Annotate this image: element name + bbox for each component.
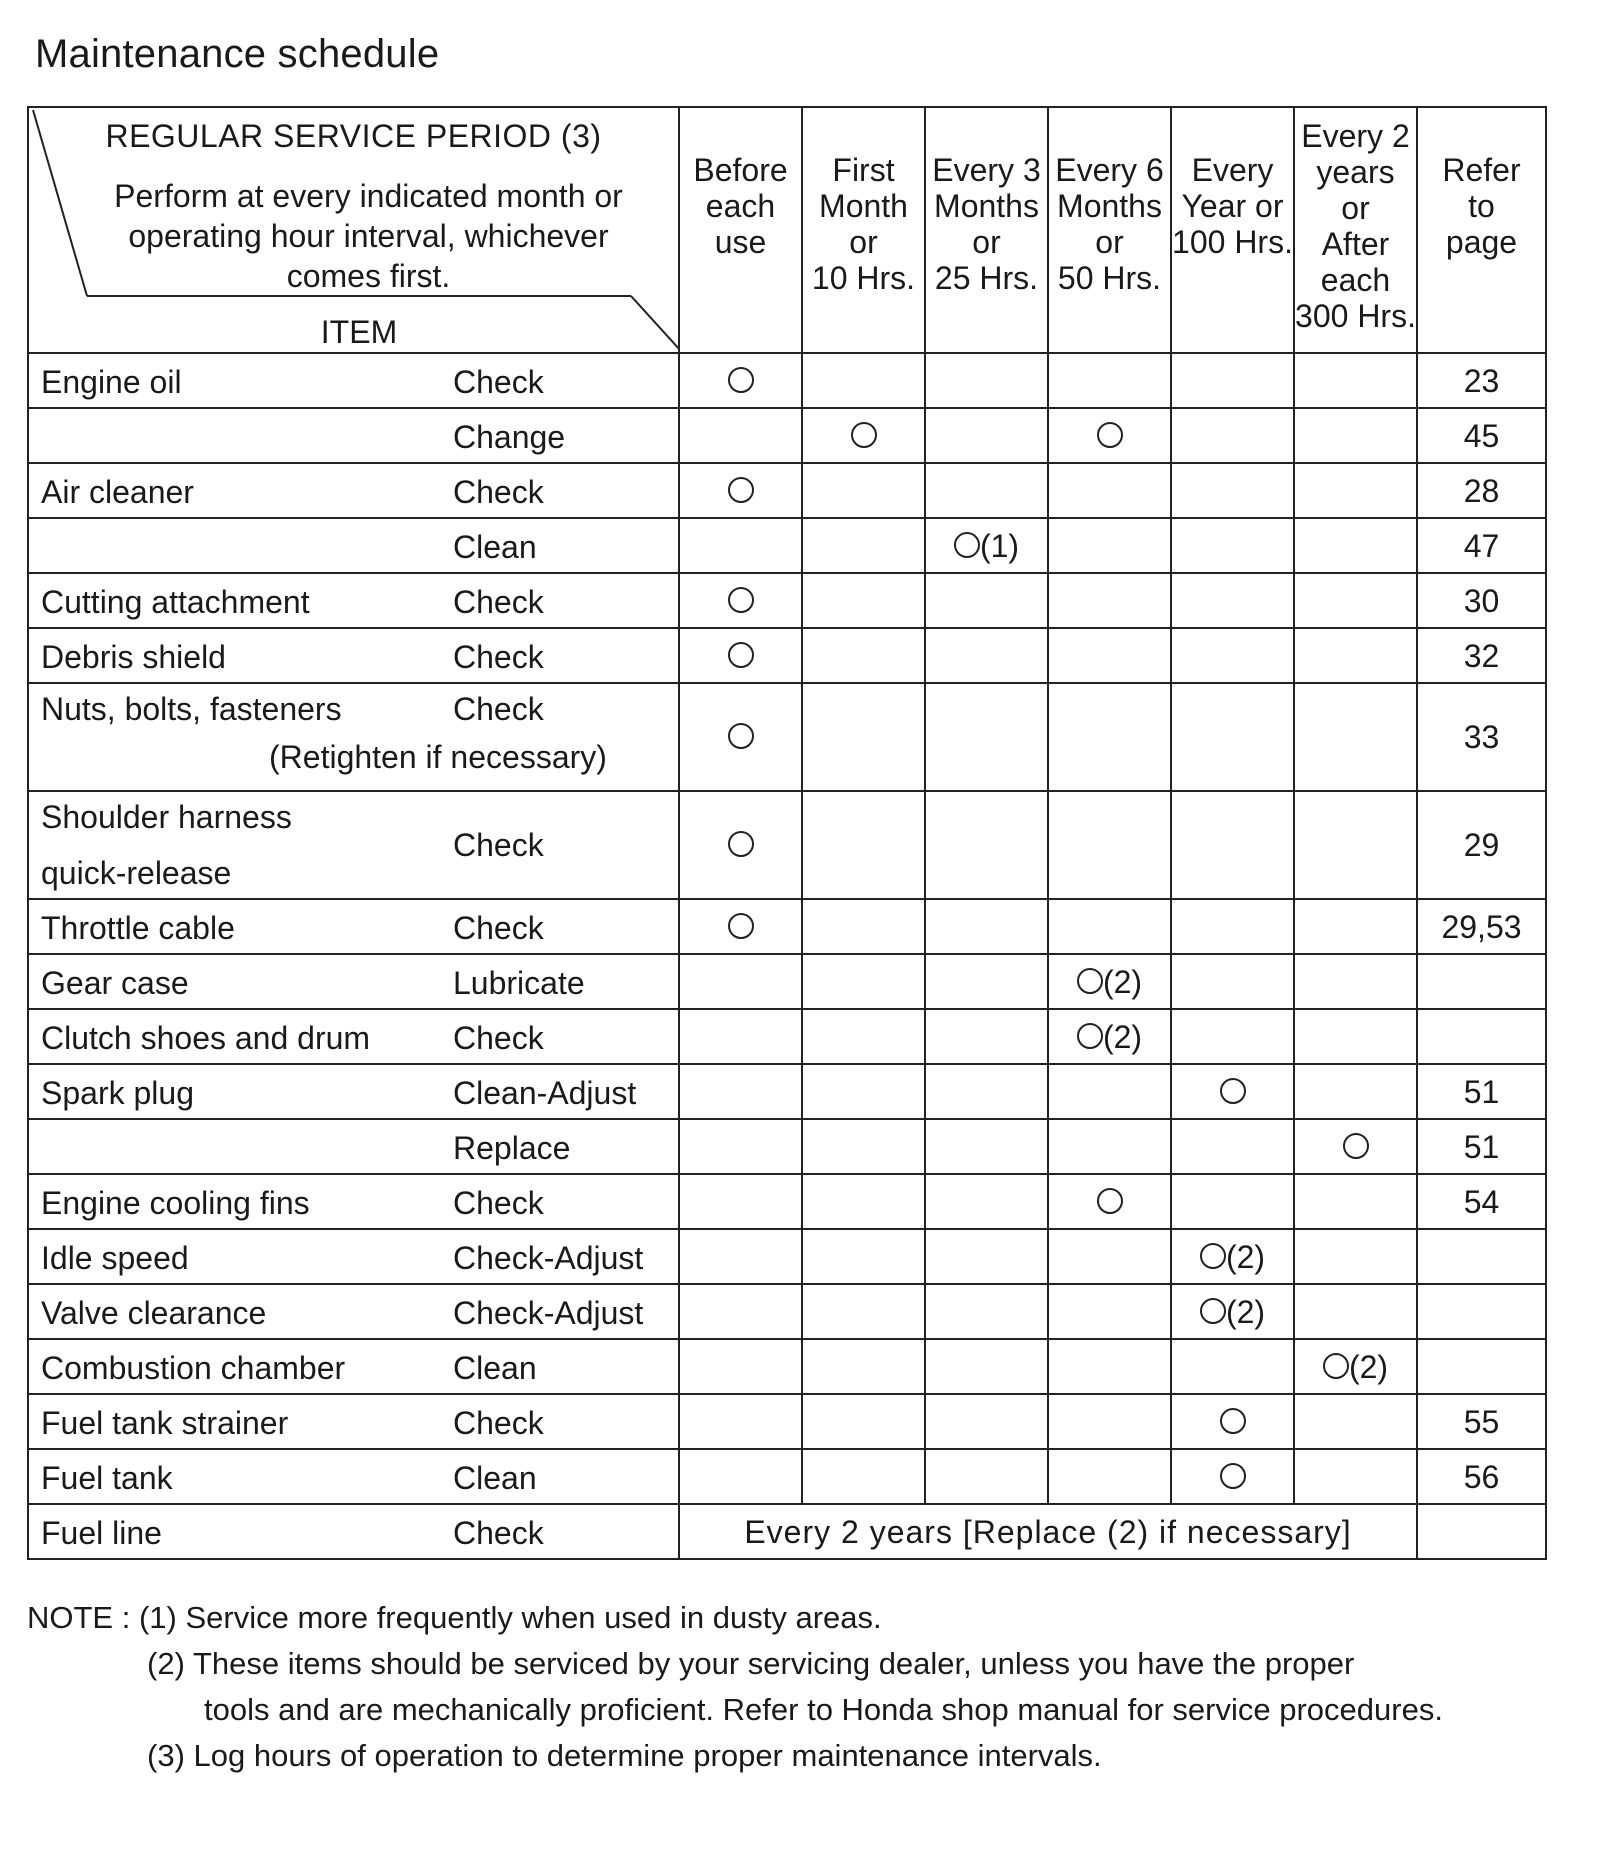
mark-cell-every-2-years: [1294, 1229, 1417, 1284]
mark-cell-first-month: [802, 954, 925, 1009]
item-name: Debris shield: [41, 639, 226, 675]
mark-cell-first-month: [802, 1064, 925, 1119]
item-cell: [28, 628, 679, 683]
item-cell: [28, 791, 679, 899]
item-action: Check: [453, 584, 544, 620]
mark-cell-every-2-years: [1294, 1009, 1417, 1064]
mark-footnote: (1): [979, 527, 1020, 564]
table-row: [28, 1504, 1546, 1559]
item-cell: [28, 899, 679, 954]
mark-cell-before-each-use: [679, 1174, 802, 1229]
mark-cell-every-6-months: [1048, 1449, 1171, 1504]
item-cell: [28, 1119, 679, 1174]
mark-cell-before-each-use: [679, 463, 802, 518]
item-name: Valve clearance: [41, 1295, 267, 1331]
mark-cell-every-2-years: [1294, 1394, 1417, 1449]
mark-cell-first-month: [802, 791, 925, 899]
circle-mark-icon: [728, 367, 754, 393]
mark-cell-first-month: [802, 353, 925, 408]
item-action: Clean-Adjust: [453, 1075, 637, 1111]
mark-cell-every-year: [1171, 1339, 1294, 1394]
mark-cell-every-6-months: [1048, 1174, 1171, 1229]
circle-mark-icon: [1200, 1243, 1226, 1269]
mark-cell-every-6-months: [1048, 353, 1171, 408]
item-name: Fuel line: [41, 1515, 162, 1551]
item-action: Check: [453, 364, 544, 400]
mark-cell-every-year: [1171, 954, 1294, 1009]
mark-cell-first-month: [802, 573, 925, 628]
mark-cell-every-year: [1171, 518, 1294, 573]
mark-cell-every-6-months: [1048, 683, 1171, 791]
mark-cell-every-3-months: [925, 518, 1048, 573]
mark-cell-before-each-use: [679, 1119, 802, 1174]
item-cell: [28, 954, 679, 1009]
mark-cell-every-6-months: [1048, 628, 1171, 683]
mark-cell-before-each-use: [679, 1449, 802, 1504]
mark-cell-first-month: [802, 1394, 925, 1449]
mark-cell-every-6-months: [1048, 954, 1171, 1009]
mark-cell-every-6-months: [1048, 1394, 1171, 1449]
mark-cell-first-month: [802, 518, 925, 573]
item-action: Check: [453, 1185, 544, 1221]
item-action: Replace: [453, 1130, 571, 1166]
circle-mark-icon: [1097, 1188, 1123, 1214]
mark-cell-before-each-use: [679, 353, 802, 408]
mark-cell-every-6-months: [1048, 791, 1171, 899]
mark-cell-every-year: [1171, 573, 1294, 628]
item-name: Fuel tank: [41, 1460, 173, 1496]
refer-page-cell: 29: [1417, 791, 1546, 899]
mark-cell-every-year: [1171, 1449, 1294, 1504]
circle-mark-icon: [728, 642, 754, 668]
refer-page-cell: 30: [1417, 573, 1546, 628]
note-2-line-1: (2) These items should be serviced by your servicing dealer, unless you have the proper: [147, 1646, 1355, 1681]
table-row: [28, 1119, 1546, 1174]
mark-cell-first-month: [802, 408, 925, 463]
circle-mark-icon: [1220, 1078, 1246, 1104]
refer-page-cell: 51: [1417, 1119, 1546, 1174]
item-name: Engine cooling fins: [41, 1185, 310, 1221]
item-cell: [28, 1064, 679, 1119]
interval-span-note: Every 2 years [Replace (2) if necessary]: [679, 1504, 1417, 1559]
circle-mark-icon: [1077, 968, 1103, 994]
mark-cell-every-3-months: [925, 353, 1048, 408]
item-column-label: ITEM: [320, 314, 398, 350]
circle-mark-icon: [1220, 1408, 1246, 1434]
refer-page-cell: [1417, 954, 1546, 1009]
item-action: Check: [453, 1020, 544, 1056]
mark-cell-every-2-years: [1294, 463, 1417, 518]
mark-cell-every-year: [1171, 463, 1294, 518]
refer-page-cell: 28: [1417, 463, 1546, 518]
table-row: [28, 1339, 1546, 1394]
table-row: [28, 1284, 1546, 1339]
col-header-every-6-months: Every 6 Months or 50 Hrs.: [1048, 107, 1171, 353]
mark-cell-every-2-years: [1294, 628, 1417, 683]
mark-cell-every-3-months: [925, 954, 1048, 1009]
mark-footnote: (2): [1225, 1293, 1266, 1330]
item-cell: [28, 1009, 679, 1064]
mark-cell-every-6-months: [1048, 408, 1171, 463]
item-name: Shoulder harness: [41, 799, 292, 835]
refer-page-cell: [1417, 1009, 1546, 1064]
mark-cell-before-each-use: [679, 791, 802, 899]
table-row: [28, 683, 1546, 791]
mark-cell-every-3-months: [925, 1449, 1048, 1504]
mark-cell-every-2-years: [1294, 954, 1417, 1009]
mark-cell-every-2-years: [1294, 1174, 1417, 1229]
table-row: [28, 353, 1546, 408]
mark-cell-first-month: [802, 463, 925, 518]
regular-service-period-label: REGULAR SERVICE PERIOD (3): [105, 118, 602, 154]
mark-cell-every-2-years: [1294, 791, 1417, 899]
mark-footnote: (2): [1225, 1238, 1266, 1275]
mark-cell-every-3-months: [925, 408, 1048, 463]
table-row: [28, 463, 1546, 518]
table-row: [28, 1009, 1546, 1064]
item-name: Idle speed: [41, 1240, 189, 1276]
mark-cell-before-each-use: [679, 1229, 802, 1284]
mark-cell-before-each-use: [679, 954, 802, 1009]
refer-page-cell: 51: [1417, 1064, 1546, 1119]
refer-page-cell: [1417, 1284, 1546, 1339]
item-action: Clean: [453, 1350, 537, 1386]
item-cell: [28, 1174, 679, 1229]
item-name: Combustion chamber: [41, 1350, 346, 1386]
table-row: [28, 1174, 1546, 1229]
circle-mark-icon: [728, 913, 754, 939]
table-row: [28, 1229, 1546, 1284]
refer-page-cell: 54: [1417, 1174, 1546, 1229]
mark-cell-first-month: [802, 1119, 925, 1174]
col-header-refer-to-page: Refer to page: [1417, 107, 1546, 353]
mark-cell-every-3-months: [925, 1394, 1048, 1449]
circle-mark-icon: [728, 477, 754, 503]
table-row: [28, 628, 1546, 683]
mark-cell-every-2-years: [1294, 1284, 1417, 1339]
item-name: Engine oil: [41, 364, 182, 400]
mark-cell-every-year: [1171, 1174, 1294, 1229]
note-lead: NOTE :: [27, 1600, 131, 1635]
col-header-every-year: Every Year or 100 Hrs.: [1171, 107, 1294, 353]
mark-cell-every-year: [1171, 1009, 1294, 1064]
item-cell: [28, 1339, 679, 1394]
perform-interval-text: Perform at every indicated month or operating hour interval, whichever comes first.: [114, 178, 623, 294]
note-2-line-2: tools and are mechanically proficient. Refer to Honda shop manual for service procedures.: [204, 1692, 1443, 1727]
item-name: Cutting attachment: [41, 584, 310, 620]
mark-cell-first-month: [802, 1009, 925, 1064]
item-name: Clutch shoes and drum: [41, 1020, 371, 1056]
refer-page-cell: [1417, 1504, 1546, 1559]
refer-page-cell: 47: [1417, 518, 1546, 573]
mark-cell-before-each-use: [679, 1284, 802, 1339]
mark-cell-every-6-months: [1048, 518, 1171, 573]
mark-cell-before-each-use: [679, 573, 802, 628]
mark-cell-first-month: [802, 899, 925, 954]
notes-section: [27, 1595, 1567, 1779]
mark-cell-first-month: [802, 683, 925, 791]
mark-cell-before-each-use: [679, 408, 802, 463]
mark-cell-every-2-years: [1294, 1339, 1417, 1394]
mark-cell-before-each-use: [679, 899, 802, 954]
mark-footnote: (2): [1348, 1348, 1389, 1385]
circle-mark-icon: [1343, 1133, 1369, 1159]
item-name: Throttle cable: [41, 910, 235, 946]
item-cell: [28, 683, 679, 791]
mark-cell-every-3-months: [925, 573, 1048, 628]
item-action: Change: [453, 419, 566, 455]
item-cell: [28, 1504, 679, 1559]
item-action: Clean: [453, 1460, 537, 1496]
table-row: [28, 791, 1546, 899]
mark-cell-every-2-years: [1294, 353, 1417, 408]
mark-cell-every-year: [1171, 1064, 1294, 1119]
mark-cell-every-2-years: [1294, 518, 1417, 573]
refer-page-cell: [1417, 1339, 1546, 1394]
table-row: [28, 573, 1546, 628]
item-cell: [28, 1449, 679, 1504]
mark-cell-every-3-months: [925, 1284, 1048, 1339]
col-header-first-month: First Month or 10 Hrs.: [802, 107, 925, 353]
circle-mark-icon: [1220, 1463, 1246, 1489]
item-cell: [28, 518, 679, 573]
mark-footnote: (2): [1102, 1018, 1143, 1055]
item-action: Lubricate: [453, 965, 585, 1001]
mark-cell-every-3-months: [925, 1119, 1048, 1174]
table-row: [28, 1394, 1546, 1449]
item-cell: [28, 573, 679, 628]
mark-cell-every-2-years: [1294, 683, 1417, 791]
table-row: [28, 1064, 1546, 1119]
circle-mark-icon: [1097, 422, 1123, 448]
refer-page-cell: 45: [1417, 408, 1546, 463]
mark-cell-every-year: [1171, 1284, 1294, 1339]
mark-cell-every-year: [1171, 1394, 1294, 1449]
mark-cell-before-each-use: [679, 1339, 802, 1394]
col-header-every-3-months: Every 3 Months or 25 Hrs.: [925, 107, 1048, 353]
col-header-before-each-use: Before each use: [679, 107, 802, 353]
circle-mark-icon: [1323, 1353, 1349, 1379]
refer-page-cell: 33: [1417, 683, 1546, 791]
mark-cell-every-year: [1171, 628, 1294, 683]
item-action: Check: [453, 474, 544, 510]
item-cell: [28, 1394, 679, 1449]
refer-page-cell: 23: [1417, 353, 1546, 408]
mark-cell-every-3-months: [925, 1174, 1048, 1229]
mark-cell-before-each-use: [679, 1009, 802, 1064]
mark-cell-first-month: [802, 628, 925, 683]
item-cell: [28, 408, 679, 463]
mark-cell-every-year: [1171, 899, 1294, 954]
mark-cell-before-each-use: [679, 518, 802, 573]
item-cell: [28, 463, 679, 518]
mark-cell-every-6-months: [1048, 1284, 1171, 1339]
mark-cell-every-2-years: [1294, 1064, 1417, 1119]
circle-mark-icon: [954, 532, 980, 558]
item-name: Gear case: [41, 965, 189, 1001]
item-name: Fuel tank strainer: [41, 1405, 289, 1441]
mark-cell-first-month: [802, 1229, 925, 1284]
refer-page-cell: [1417, 1229, 1546, 1284]
item-action: Check-Adjust: [453, 1240, 644, 1276]
mark-cell-every-year: [1171, 353, 1294, 408]
mark-cell-every-year: [1171, 1119, 1294, 1174]
mark-cell-every-year: [1171, 791, 1294, 899]
note-1-text: (1) Service more frequently when used in dusty areas.: [138, 1600, 882, 1635]
mark-cell-every-3-months: [925, 1229, 1048, 1284]
item-name-line-2: quick-release: [41, 855, 232, 891]
schedule-body: [28, 353, 1546, 1559]
item-name: Air cleaner: [41, 474, 194, 510]
refer-page-cell: 56: [1417, 1449, 1546, 1504]
item-name: Spark plug: [41, 1075, 194, 1111]
maintenance-schedule-table: [27, 106, 1547, 1560]
mark-cell-every-2-years: [1294, 573, 1417, 628]
mark-cell-every-year: [1171, 683, 1294, 791]
mark-cell-before-each-use: [679, 1394, 802, 1449]
table-row: [28, 954, 1546, 1009]
mark-cell-before-each-use: [679, 628, 802, 683]
note-3: (3) Log hours of operation to determine proper maintenance intervals.: [147, 1738, 1102, 1773]
item-action: Check: [453, 1515, 544, 1551]
mark-cell-every-6-months: [1048, 899, 1171, 954]
mark-cell-every-6-months: [1048, 463, 1171, 518]
mark-cell-every-year: [1171, 408, 1294, 463]
mark-cell-every-2-years: [1294, 408, 1417, 463]
mark-cell-every-6-months: [1048, 1229, 1171, 1284]
mark-cell-every-3-months: [925, 463, 1048, 518]
refer-page-cell: 32: [1417, 628, 1546, 683]
item-cell: [28, 1229, 679, 1284]
item-action: Check: [453, 1405, 544, 1441]
mark-cell-first-month: [802, 1284, 925, 1339]
item-cell: [28, 353, 679, 408]
mark-cell-every-2-years: [1294, 1449, 1417, 1504]
mark-cell-every-3-months: [925, 683, 1048, 791]
item-action: Check: [453, 827, 544, 863]
mark-cell-every-6-months: [1048, 573, 1171, 628]
item-sub-note: (Retighten if necessary): [269, 739, 607, 775]
mark-cell-every-year: [1171, 1229, 1294, 1284]
item-name: Nuts, bolts, fasteners: [41, 691, 342, 727]
page-title: Maintenance schedule: [35, 32, 440, 76]
mark-cell-every-6-months: [1048, 1064, 1171, 1119]
col-header-every-2-years: Every 2 years or After each 300 Hrs.: [1294, 107, 1417, 353]
mark-cell-every-3-months: [925, 1064, 1048, 1119]
mark-cell-every-6-months: [1048, 1339, 1171, 1394]
item-action: Check-Adjust: [453, 1295, 644, 1331]
mark-cell-every-3-months: [925, 1339, 1048, 1394]
table-row: [28, 899, 1546, 954]
item-action: Check: [453, 639, 544, 675]
refer-page-cell: 29,53: [1417, 899, 1546, 954]
item-action: Check: [453, 910, 544, 946]
circle-mark-icon: [728, 831, 754, 857]
item-cell: [28, 1284, 679, 1339]
mark-cell-every-3-months: [925, 628, 1048, 683]
mark-cell-first-month: [802, 1339, 925, 1394]
mark-cell-every-3-months: [925, 791, 1048, 899]
mark-cell-every-6-months: [1048, 1009, 1171, 1064]
circle-mark-icon: [728, 723, 754, 749]
mark-cell-first-month: [802, 1174, 925, 1229]
refer-page-cell: 55: [1417, 1394, 1546, 1449]
circle-mark-icon: [851, 422, 877, 448]
table-row: [28, 518, 1546, 573]
mark-cell-every-6-months: [1048, 1119, 1171, 1174]
header-row: [28, 107, 1546, 353]
mark-footnote: (2): [1102, 963, 1143, 1000]
note-1: [27, 1595, 1567, 1641]
table-row: [28, 1449, 1546, 1504]
mark-cell-before-each-use: [679, 683, 802, 791]
circle-mark-icon: [1077, 1023, 1103, 1049]
mark-cell-every-2-years: [1294, 899, 1417, 954]
mark-cell-before-each-use: [679, 1064, 802, 1119]
item-action: Clean: [453, 529, 537, 565]
item-header-cell: [28, 107, 679, 353]
item-action: Check: [453, 691, 544, 727]
circle-mark-icon: [728, 587, 754, 613]
mark-cell-every-3-months: [925, 899, 1048, 954]
mark-cell-every-3-months: [925, 1009, 1048, 1064]
circle-mark-icon: [1200, 1298, 1226, 1324]
mark-cell-first-month: [802, 1449, 925, 1504]
mark-cell-every-2-years: [1294, 1119, 1417, 1174]
table-row: [28, 408, 1546, 463]
